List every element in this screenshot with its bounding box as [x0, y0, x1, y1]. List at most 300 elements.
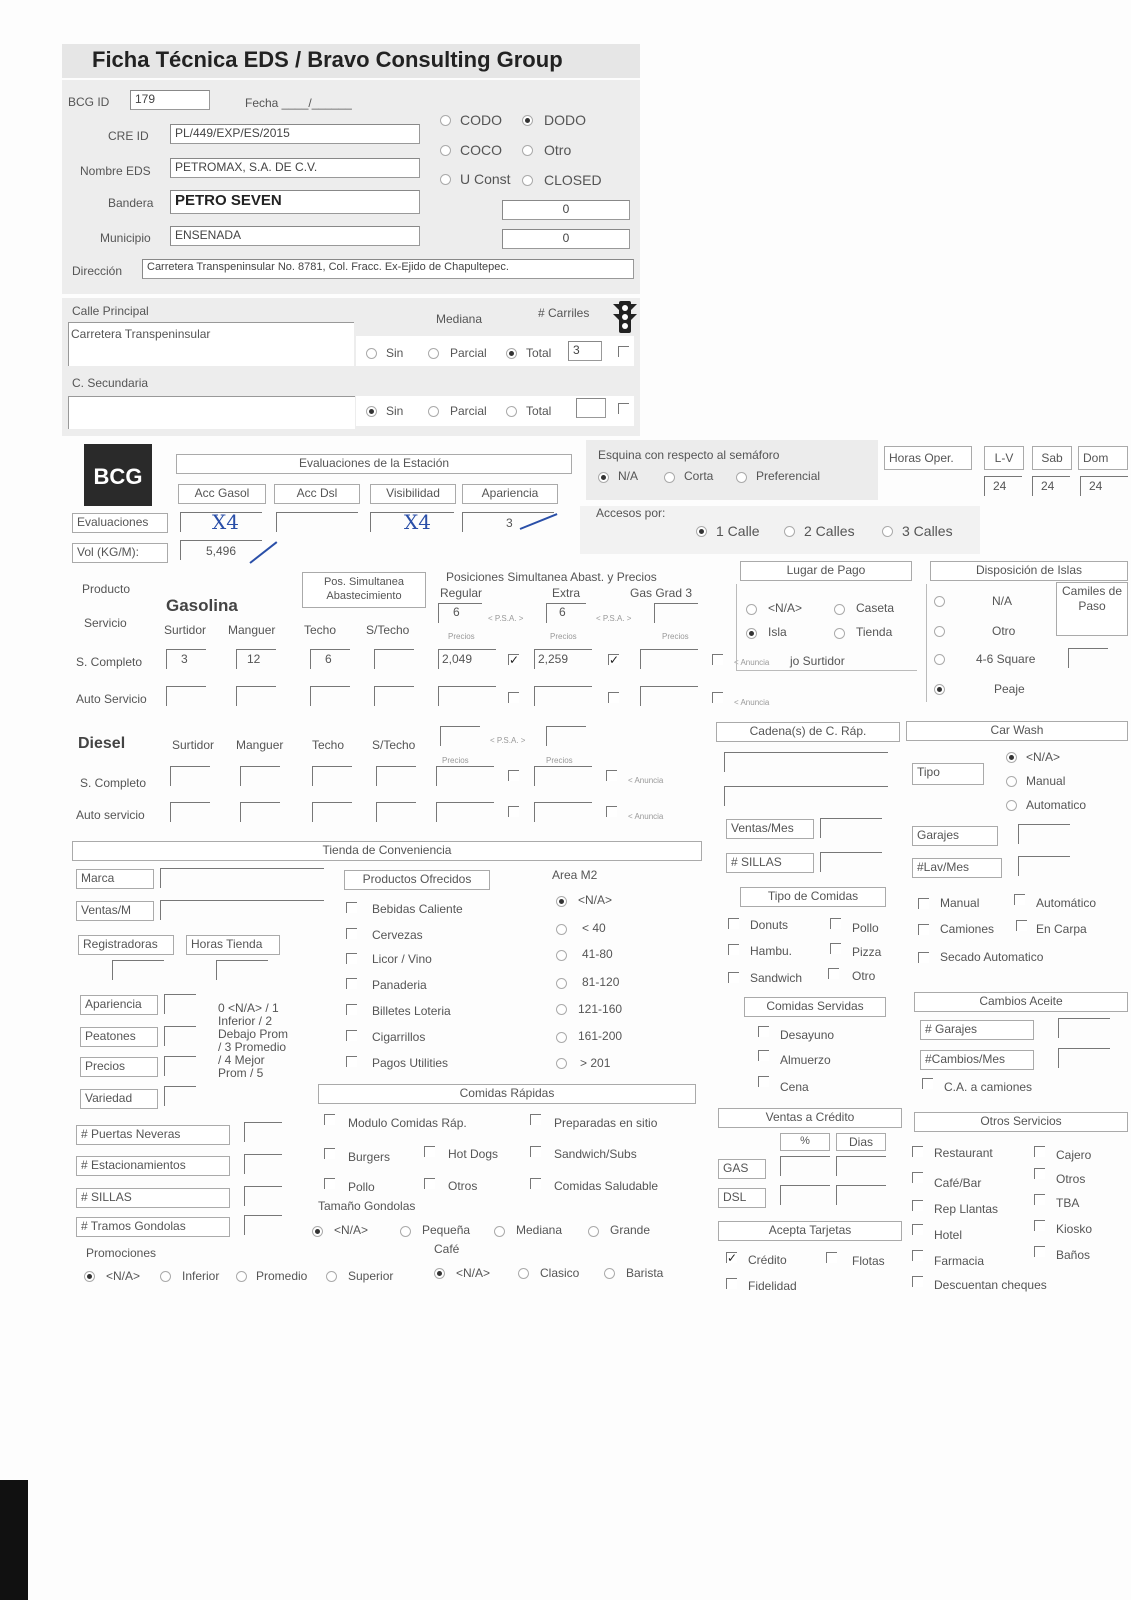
eval-legend: [218, 1002, 288, 1080]
cs-checkbox-0[interactable]: [758, 1026, 769, 1037]
tienda-horas-field[interactable]: [216, 960, 268, 980]
cadena-field-2[interactable]: [724, 786, 888, 806]
radio-pago-isla[interactable]: [746, 628, 757, 639]
radio-area-4[interactable]: [556, 1004, 567, 1015]
radio-coco[interactable]: [440, 145, 451, 156]
otros-checkbox-3[interactable]: [1034, 1168, 1045, 1179]
otros-checkbox-8[interactable]: [912, 1250, 923, 1261]
checkbox-carriles-1[interactable]: [618, 346, 629, 357]
regular-pos-field[interactable]: 6: [438, 603, 482, 623]
s-completo-label: S. Completo: [76, 655, 143, 669]
tienda-registradoras-field[interactable]: [112, 960, 164, 980]
otro-label: Otro: [544, 142, 572, 158]
radio-pago-na[interactable]: [746, 604, 757, 615]
cr-label-4: Sandwich/Subs: [554, 1147, 637, 1161]
as-regular-checkbox[interactable]: [508, 692, 519, 703]
radio-esquina-corta[interactable]: [664, 472, 675, 483]
otros-title: Otros Servicios: [914, 1112, 1128, 1132]
cr-label-3: Hot Dogs: [448, 1147, 499, 1161]
tienda-apariencia-field[interactable]: [164, 994, 196, 1014]
legend-line-6: Prom / 5: [218, 1066, 264, 1080]
tienda-marca-label: Marca: [76, 869, 154, 889]
comidas-rapidas-title: Comidas Rápidas: [318, 1084, 696, 1104]
producto-label-2: Licor / Vino: [372, 952, 432, 966]
radio-accesos-2[interactable]: [784, 526, 795, 537]
carwash-carpa-checkbox[interactable]: [1016, 920, 1027, 931]
d-price-checkbox-2[interactable]: [606, 770, 617, 781]
d-manguer-field[interactable]: [240, 766, 280, 786]
carwash-camiones-checkbox[interactable]: [918, 924, 929, 935]
producto-label-5: Cigarrillos: [372, 1030, 426, 1044]
radio-islas-na[interactable]: [934, 596, 945, 607]
precios-label-1: Precios: [448, 632, 475, 641]
legend-line-5: / 4 Mejor: [218, 1053, 265, 1067]
d-techo-field[interactable]: [312, 766, 352, 786]
carwash-na-label: <N/A>: [1026, 750, 1061, 764]
techo-field[interactable]: 6: [310, 649, 350, 669]
radio-carwash-manual[interactable]: [1006, 776, 1017, 787]
islas-peaje-label: Peaje: [994, 682, 1025, 696]
carriles-field-1[interactable]: 3: [568, 341, 602, 361]
radio-pago-caseta[interactable]: [834, 604, 845, 615]
radio-total-1[interactable]: [506, 348, 517, 359]
cs-checkbox-1[interactable]: [758, 1050, 769, 1061]
form-title: Ficha Técnica EDS / Bravo Consulting Group: [92, 47, 563, 72]
radio-gondola-pequena[interactable]: [400, 1226, 411, 1237]
radio-gondola-grande[interactable]: [588, 1226, 599, 1237]
carwash-manual-checkbox[interactable]: [918, 898, 929, 909]
as-gasgrad-field[interactable]: [640, 686, 698, 706]
extra-pos-field[interactable]: 6: [546, 603, 586, 623]
carwash-secado-checkbox[interactable]: [918, 952, 929, 963]
tc-checkbox-1[interactable]: [830, 918, 841, 929]
bandera-field[interactable]: PETRO SEVEN: [170, 190, 420, 214]
otros-checkbox-5[interactable]: [1034, 1194, 1045, 1205]
pago-tienda-label: Tienda: [856, 625, 893, 639]
radio-islas-peaje[interactable]: [934, 684, 945, 695]
radio-area-0[interactable]: [556, 896, 567, 907]
auto-servicio-label: Auto Servicio: [76, 692, 147, 706]
diesel-anuncia-2: < Anuncia: [628, 812, 664, 821]
radio-carwash-auto[interactable]: [1006, 800, 1017, 811]
diesel-s-completo-label: S. Completo: [80, 776, 147, 790]
promo-inferior-label: Inferior: [182, 1269, 220, 1283]
psa-label-2: < P.S.A. >: [596, 614, 632, 623]
radio-cafe-na[interactable]: [434, 1268, 445, 1279]
acc-gasol-handwritten: X4: [212, 510, 239, 534]
radio-cafe-barista[interactable]: [604, 1268, 615, 1279]
otros-checkbox-6[interactable]: [912, 1224, 923, 1235]
diesel-col-techo: Techo: [312, 738, 345, 752]
otros-checkbox-2[interactable]: [912, 1172, 923, 1183]
producto-checkbox-1[interactable]: [346, 928, 357, 939]
bcg-id-field[interactable]: 179: [130, 90, 210, 110]
cafe-label: Café: [434, 1242, 460, 1256]
radio-area-5[interactable]: [556, 1032, 567, 1043]
cadena-sillas-field[interactable]: [820, 852, 882, 872]
zero-field-2[interactable]: 0: [502, 229, 630, 249]
gasgrad-pos-field[interactable]: [654, 603, 698, 623]
diesel-col-surtidor: Surtidor: [172, 738, 215, 752]
tienda-marca-field[interactable]: [160, 868, 324, 888]
d-as-price-checkbox-1[interactable]: [508, 806, 519, 817]
otros-label-8: Farmacia: [934, 1254, 985, 1268]
d-as-price-field-1[interactable]: [436, 802, 494, 822]
radio-promo-promedio[interactable]: [236, 1271, 247, 1282]
d-as-price-checkbox-2[interactable]: [606, 806, 617, 817]
radio-promo-superior[interactable]: [326, 1271, 337, 1282]
credito-dsl-dias-field[interactable]: [836, 1185, 886, 1205]
bcg-logo: BCG: [84, 444, 152, 506]
rotulo-label: jo Surtidor: [790, 654, 845, 668]
gondolas-label: Tamaño Gondolas: [318, 1199, 416, 1213]
credito-pct-label: %: [780, 1133, 830, 1151]
regular-price-checkbox[interactable]: ✓: [509, 653, 520, 667]
d-surtidor-field[interactable]: [170, 766, 210, 786]
municipio-field[interactable]: ENSENADA: [170, 226, 420, 246]
tienda-ventas-label: Ventas/M: [76, 901, 154, 921]
tc-checkbox-3[interactable]: [830, 943, 841, 954]
cr-checkbox-5[interactable]: [324, 1178, 335, 1189]
radio-promo-inferior[interactable]: [160, 1271, 171, 1282]
calle-secundaria-field[interactable]: [68, 396, 355, 429]
radio-dodo[interactable]: [522, 115, 533, 126]
tc-label-5: Otro: [852, 969, 876, 983]
credito-gas-pct-field[interactable]: [780, 1156, 830, 1176]
producto-checkbox-5[interactable]: [346, 1030, 357, 1041]
otros-checkbox-9[interactable]: [1034, 1246, 1045, 1257]
horas-dom-field[interactable]: 24: [1080, 476, 1128, 496]
carriles-field-2[interactable]: [576, 398, 606, 418]
municipio-label: Municipio: [100, 231, 151, 245]
radio-cafe-clasico[interactable]: [518, 1268, 529, 1279]
scan-edge: [0, 1480, 28, 1600]
radio-uconst[interactable]: [440, 174, 451, 185]
otros-checkbox-7[interactable]: [1034, 1220, 1045, 1231]
acc-dsl-field[interactable]: [276, 512, 358, 532]
radio-closed[interactable]: [522, 175, 533, 186]
horas-lv-field[interactable]: 24: [984, 476, 1022, 496]
gasgrad-price-field[interactable]: [640, 649, 698, 669]
cre-field[interactable]: PL/449/EXP/ES/2015: [170, 124, 420, 144]
cs-checkbox-2[interactable]: [758, 1076, 769, 1087]
as-manguer-field[interactable]: [236, 686, 276, 706]
radio-promo-na[interactable]: [84, 1271, 95, 1282]
islas-otro-label: Otro: [992, 624, 1016, 638]
tienda-precios-field[interactable]: [164, 1056, 196, 1076]
tarjetas-credito-checkbox[interactable]: ✓: [727, 1251, 738, 1265]
manguer-field[interactable]: 12: [236, 649, 276, 669]
pos-simult-box: [302, 572, 426, 608]
diesel-pos-field[interactable]: [440, 726, 480, 746]
cambios-title: Cambios Aceite: [914, 992, 1128, 1012]
diesel-title: Diesel: [78, 735, 126, 752]
radio-area-2[interactable]: [556, 950, 567, 961]
carriles-label: # Carriles: [538, 306, 590, 320]
surtidor-field[interactable]: 3: [166, 649, 206, 669]
radio-sin-1[interactable]: [366, 348, 377, 359]
carwash-automatico-checkbox[interactable]: [1014, 894, 1025, 905]
area-label-5: 161-200: [578, 1029, 623, 1043]
otros-checkbox-1[interactable]: [1034, 1146, 1045, 1157]
cr-checkbox-6[interactable]: [424, 1178, 435, 1189]
pago-isla-label: Isla: [768, 625, 787, 639]
radio-gondola-mediana[interactable]: [494, 1226, 505, 1237]
producto-checkbox-3[interactable]: [346, 978, 357, 989]
esquina-na-label: N/A: [618, 469, 639, 483]
radio-pago-tienda[interactable]: [834, 628, 845, 639]
cadena-ventas-field[interactable]: [820, 818, 882, 838]
radio-accesos-3[interactable]: [882, 526, 893, 537]
tc-checkbox-4[interactable]: [728, 972, 739, 983]
carwash-camiones-label: Camiones: [940, 922, 995, 936]
producto-label-1: Cervezas: [372, 928, 423, 942]
area-label-0: <N/A>: [578, 893, 613, 907]
mediana-label: Mediana: [436, 312, 483, 326]
visibilidad-col: Visibilidad: [370, 484, 456, 504]
promo-na-label: <N/A>: [106, 1269, 141, 1283]
diesel-col-manguer: Manguer: [236, 738, 284, 752]
fecha-label: Fecha ____/______: [245, 96, 352, 110]
count-label-2: # SILLAS: [76, 1188, 230, 1208]
otros-label-10: Descuentan cheques: [934, 1278, 1047, 1292]
radio-parcial-2[interactable]: [428, 406, 439, 417]
checkbox-carriles-2[interactable]: [618, 403, 629, 414]
regular-price-field[interactable]: 2,049: [438, 649, 496, 669]
direccion-field[interactable]: Carretera Transpeninsular No. 8781, Col. Fracc. Ex-Ejido de Chapultepec.: [142, 259, 634, 279]
esquina-corta-label: Corta: [684, 469, 714, 483]
cr-checkbox-3[interactable]: [424, 1146, 435, 1157]
parcial-label-2: Parcial: [450, 404, 487, 418]
producto-checkbox-0[interactable]: [346, 902, 357, 913]
islas-frame: [926, 584, 931, 702]
diesel-psa-label: < P.S.A. >: [490, 736, 526, 745]
d-as-techo-field[interactable]: [312, 802, 352, 822]
d-as-stecho-field[interactable]: [376, 802, 416, 822]
carwash-garajes-field[interactable]: [1018, 824, 1070, 844]
cr-label-5: Pollo: [348, 1180, 375, 1194]
gondola-mediana-label: Mediana: [516, 1223, 563, 1237]
nombre-field[interactable]: PETROMAX, S.A. DE C.V.: [170, 158, 420, 178]
carwash-lav-field[interactable]: [1018, 856, 1070, 876]
promociones-label: Promociones: [86, 1246, 157, 1260]
count-label-1: # Estacionamientos: [76, 1156, 230, 1176]
tienda-peatones-field[interactable]: [164, 1026, 196, 1046]
tc-label-1: Pollo: [852, 921, 879, 935]
radio-codo[interactable]: [440, 115, 451, 126]
gasgrad-price-checkbox[interactable]: [712, 654, 723, 665]
radio-esquina-preferencial[interactable]: [736, 472, 747, 483]
tarjetas-fidelidad-checkbox[interactable]: [726, 1278, 737, 1289]
radio-total-2[interactable]: [506, 406, 517, 417]
otros-label-4: Rep Llantas: [934, 1202, 999, 1216]
carwash-lav-label: #Lav/Mes: [912, 858, 1002, 878]
legend-line-1: 0 <N/A> / 1: [218, 1001, 279, 1015]
as-techo-field[interactable]: [310, 686, 350, 706]
calle-secundaria-label: C. Secundaria: [72, 376, 149, 390]
stecho-field[interactable]: [374, 649, 414, 669]
sin-label-2: Sin: [386, 404, 404, 418]
cr-checkbox-2[interactable]: [324, 1148, 335, 1159]
tc-checkbox-0[interactable]: [728, 918, 739, 929]
calle-principal-label: Calle Principal: [72, 304, 149, 318]
diesel-col-stecho: S/Techo: [372, 738, 416, 752]
producto-checkbox-4[interactable]: [346, 1004, 357, 1015]
uconst-label: U Const: [460, 171, 511, 187]
count-field-3[interactable]: [244, 1215, 282, 1235]
radio-otro[interactable]: [522, 145, 533, 156]
as-extra-checkbox[interactable]: [608, 692, 619, 703]
radio-gondola-na[interactable]: [312, 1226, 323, 1237]
radio-islas-otro[interactable]: [934, 626, 945, 637]
zero-field-1[interactable]: 0: [502, 200, 630, 220]
comidas-servidas-title: Comidas Servidas: [744, 997, 886, 1017]
cadena-ventas-label: Ventas/Mes: [726, 819, 814, 839]
cambios-garajes-field[interactable]: [1058, 1018, 1110, 1038]
as-stecho-field[interactable]: [374, 686, 414, 706]
radio-sin-2[interactable]: [366, 406, 377, 417]
calle-principal-field[interactable]: Carretera Transpeninsular: [68, 322, 354, 366]
otros-checkbox-10[interactable]: [912, 1276, 923, 1287]
cr-checkbox-7[interactable]: [530, 1178, 541, 1189]
otros-label-0: Restaurant: [934, 1146, 993, 1160]
area-title: Area M2: [552, 868, 598, 882]
radio-area-3[interactable]: [556, 978, 567, 989]
radio-accesos-1[interactable]: [696, 526, 707, 537]
extra-price-field[interactable]: 2,259: [534, 649, 592, 669]
cadena-title: Cadena(s) de C. Ráp.: [716, 722, 900, 742]
tienda-horas-label: Horas Tienda: [186, 935, 280, 955]
cambios-mes-field[interactable]: [1058, 1048, 1110, 1068]
islas-square-field[interactable]: [1068, 648, 1108, 668]
d-stecho-field[interactable]: [376, 766, 416, 786]
carwash-manual-check-label: Manual: [940, 896, 980, 910]
cr-checkbox-1[interactable]: [530, 1114, 541, 1125]
diesel-anuncia-1: < Anuncia: [628, 776, 664, 785]
psa-label-1: < P.S.A. >: [488, 614, 524, 623]
producto-label-0: Bebidas Caliente: [372, 902, 463, 916]
camiles-de-paso-label: Camiles de Paso: [1056, 582, 1128, 636]
horas-sab-field[interactable]: 24: [1032, 476, 1070, 496]
producto-label: Producto: [82, 582, 131, 596]
credito-gas-dias-field[interactable]: [836, 1156, 886, 1176]
vol-value: 5,496: [206, 544, 237, 558]
tarjetas-flotas-checkbox[interactable]: [826, 1252, 837, 1263]
diesel-pos-field-2[interactable]: [546, 726, 586, 746]
producto-checkbox-6[interactable]: [346, 1056, 357, 1067]
accesos-3-label: 3 Calles: [902, 523, 953, 539]
coco-label: COCO: [460, 142, 502, 158]
otros-checkbox-4[interactable]: [912, 1200, 923, 1211]
evaluaciones-label: Evaluaciones: [72, 513, 168, 533]
pos-simult-label: Pos. Simultanea: [323, 576, 405, 588]
cr-label-2: Burgers: [348, 1150, 391, 1164]
otros-label-7: Kiosko: [1056, 1222, 1093, 1236]
tienda-ventas-field[interactable]: [160, 900, 324, 920]
col-surtidor: Surtidor: [164, 623, 207, 637]
horas-day-sab: Sab: [1032, 446, 1072, 470]
legend-line-3: Debajo Prom: [218, 1027, 289, 1041]
as-gasgrad-checkbox[interactable]: [712, 692, 723, 703]
credito-dsl-label: DSL: [718, 1188, 766, 1208]
tienda-variedad-field[interactable]: [164, 1086, 196, 1106]
carwash-manual-label: Manual: [1026, 774, 1066, 788]
d-as-price-field-2[interactable]: [534, 802, 592, 822]
credito-dsl-pct-field[interactable]: [780, 1185, 830, 1205]
count-field-2[interactable]: [244, 1186, 282, 1206]
as-extra-field[interactable]: [534, 686, 592, 706]
count-field-0[interactable]: [244, 1122, 282, 1142]
cr-checkbox-4[interactable]: [530, 1146, 541, 1157]
count-label-3: # Tramos Gondolas: [76, 1217, 230, 1237]
credito-title: Ventas a Crédito: [718, 1108, 902, 1128]
gondola-na-label: <N/A>: [334, 1223, 369, 1237]
diesel-auto-servicio-label: Auto servicio: [76, 808, 145, 822]
cadena-sillas-label: # SILLAS: [726, 853, 814, 873]
extra-price-checkbox[interactable]: ✓: [609, 653, 620, 667]
cr-checkbox-0[interactable]: [324, 1114, 335, 1125]
lugar-pago-title: Lugar de Pago: [740, 561, 912, 581]
count-field-1[interactable]: [244, 1154, 282, 1174]
as-regular-field[interactable]: [438, 686, 496, 706]
radio-carwash-na[interactable]: [1006, 752, 1017, 763]
producto-checkbox-2[interactable]: [346, 953, 357, 964]
d-as-manguer-field[interactable]: [240, 802, 280, 822]
area-label-3: 81-120: [582, 975, 620, 989]
d-price-checkbox-1[interactable]: [508, 770, 519, 781]
tienda-title: Tienda de Conveniencia: [72, 841, 702, 861]
tc-checkbox-2[interactable]: [728, 944, 739, 955]
codo-label: CODO: [460, 112, 502, 128]
tarjetas-title: Acepta Tarjetas: [718, 1221, 902, 1241]
tc-checkbox-5[interactable]: [828, 968, 839, 979]
radio-area-6[interactable]: [556, 1058, 567, 1069]
tarjetas-flotas-label: Flotas: [852, 1254, 885, 1268]
esquina-title: Esquina con respecto al semáforo: [598, 448, 780, 462]
anuncia-label-1: < Anuncia: [734, 658, 770, 667]
cadena-field-1[interactable]: [724, 752, 888, 772]
cre-label: CRE ID: [108, 129, 149, 143]
anuncia-label-2: < Anuncia: [734, 698, 770, 707]
tienda-eval-variedad: Variedad: [80, 1089, 158, 1109]
gas-grad-label: Gas Grad 3: [630, 586, 693, 600]
radio-islas-square[interactable]: [934, 654, 945, 665]
d-price-field-2[interactable]: [534, 766, 592, 786]
otros-label-3: Otros: [1056, 1172, 1086, 1186]
tc-label-0: Donuts: [750, 918, 789, 932]
d-price-field-1[interactable]: [436, 766, 494, 786]
as-surtidor-field[interactable]: [166, 686, 206, 706]
d-as-surtidor-field[interactable]: [170, 802, 210, 822]
area-label-2: 41-80: [582, 947, 613, 961]
diesel-precios-1: Precios: [442, 756, 469, 765]
parcial-label-1: Parcial: [450, 346, 487, 360]
producto-label-3: Panaderia: [372, 978, 427, 992]
eval-heading: Evaluaciones de la Estación: [176, 454, 572, 474]
promo-promedio-label: Promedio: [256, 1269, 308, 1283]
otros-checkbox-0[interactable]: [912, 1146, 923, 1157]
radio-esquina-na[interactable]: [598, 472, 609, 483]
area-label-6: > 201: [580, 1056, 611, 1070]
credito-dias-label: Dias: [836, 1133, 886, 1151]
radio-parcial-1[interactable]: [428, 348, 439, 359]
radio-area-1[interactable]: [556, 924, 567, 935]
pago-na-label: <N/A>: [768, 601, 803, 615]
apariencia-col: Apariencia: [462, 484, 558, 504]
cafe-barista-label: Barista: [626, 1266, 664, 1280]
ca-camiones-checkbox[interactable]: [922, 1078, 933, 1089]
carwash-garajes-label: Garajes: [912, 826, 998, 846]
